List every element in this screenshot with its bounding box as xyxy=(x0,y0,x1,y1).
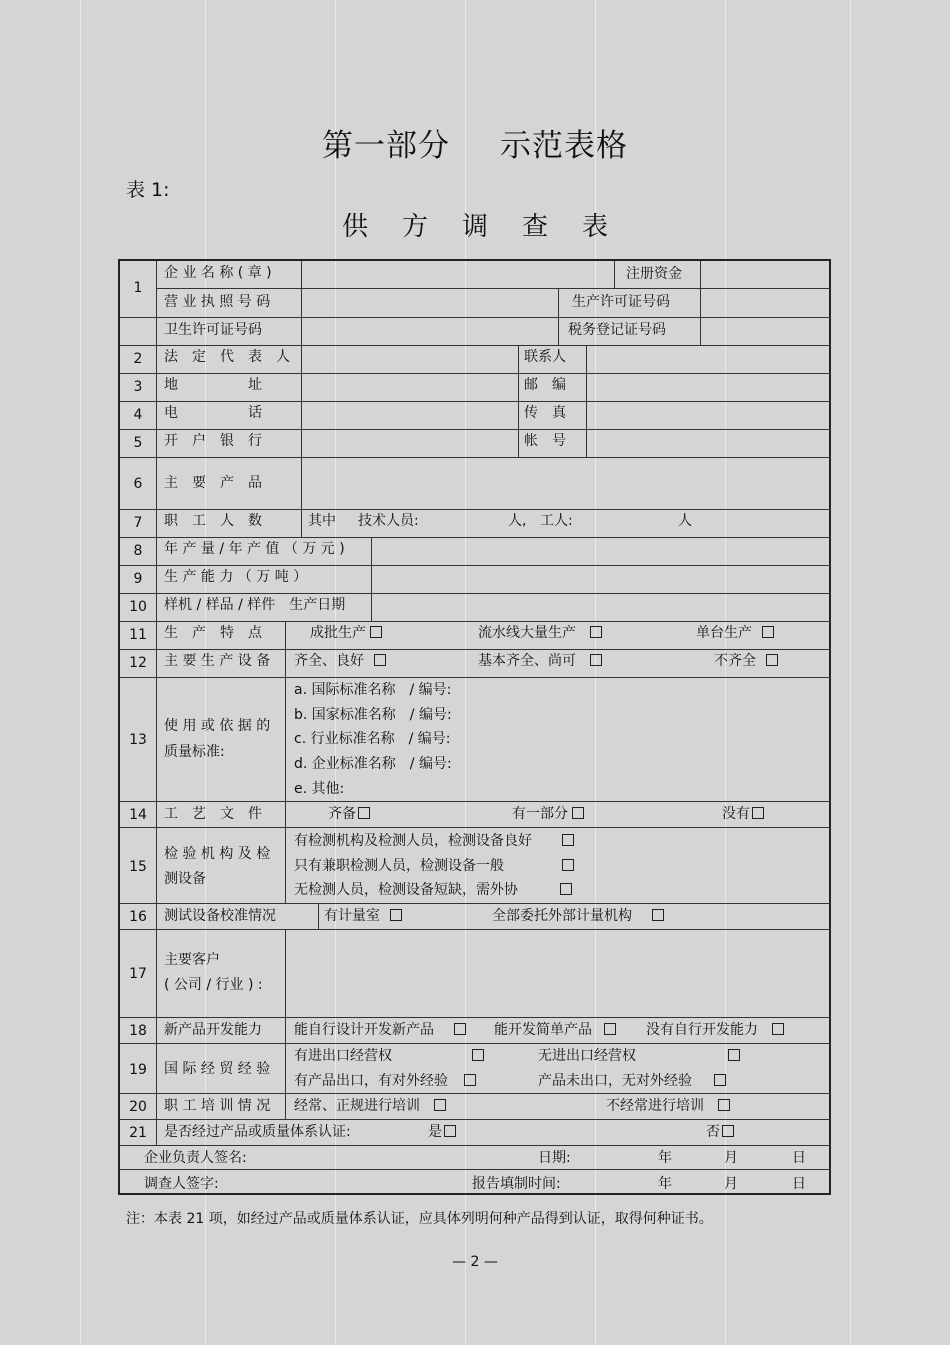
staff-count-label: 职 工 人 数 xyxy=(164,513,262,529)
checkbox[interactable] xyxy=(718,1099,730,1111)
checkbox[interactable] xyxy=(390,909,402,921)
row-number: 2 xyxy=(133,351,143,367)
table-label: 表 1: xyxy=(126,179,170,201)
date-label: 日期: xyxy=(538,1150,571,1166)
option-label: 齐备 xyxy=(328,806,356,822)
option-label: 没有 xyxy=(722,806,750,822)
registered-capital-label: 注册资金 xyxy=(626,266,682,282)
row-number: 16 xyxy=(129,909,147,925)
inspection-option-1[interactable] xyxy=(294,834,574,848)
row-number: 12 xyxy=(129,655,147,671)
capacity-label: 生 产 能 力 （ 万 吨 ） xyxy=(164,569,308,585)
checkbox[interactable] xyxy=(358,807,370,819)
row-number: 20 xyxy=(129,1099,147,1115)
option-label: 有一部分 xyxy=(512,806,568,822)
row-number: 7 xyxy=(133,515,143,531)
option-incomplete[interactable] xyxy=(714,654,778,668)
option-no-export[interactable] xyxy=(538,1074,726,1088)
option-label: 成批生产 xyxy=(310,625,366,641)
option-label: 产品未出口，无对外经验 xyxy=(538,1073,692,1089)
option-regular-training[interactable] xyxy=(294,1099,446,1113)
among-label: 其中 xyxy=(308,513,336,529)
row-number: 3 xyxy=(133,379,143,395)
option-label: 不经常进行培训 xyxy=(606,1098,704,1114)
row-number: 11 xyxy=(129,627,147,643)
row-number: 8 xyxy=(133,543,143,559)
option-label: 无进出口经营权 xyxy=(538,1048,636,1064)
option-basic[interactable] xyxy=(478,654,602,668)
checkbox[interactable] xyxy=(772,1023,784,1035)
row-number: 6 xyxy=(133,476,143,492)
option-label: 基本齐全、尚可 xyxy=(478,653,576,669)
company-name-label: 企 业 名 称 ( 章 ) xyxy=(164,265,272,281)
option-label: 没有自行开发能力 xyxy=(646,1022,758,1038)
option-label: 经常、正规进行培训 xyxy=(294,1098,420,1114)
row-number: 18 xyxy=(129,1023,147,1039)
inspection-label: 检 验 机 构 及 检 xyxy=(164,846,271,862)
footnote: 注：本表 21 项，如经过产品或质量体系认证，应具体列明何种产品得到认证，取得何种证书。 xyxy=(126,1211,713,1227)
option-label: 有产品出口，有对外经验 xyxy=(294,1073,448,1089)
bank-label: 开 户 银 行 xyxy=(164,433,262,449)
option-simple[interactable] xyxy=(494,1023,616,1037)
option-self-design[interactable] xyxy=(294,1023,466,1037)
option-has-export-right[interactable] xyxy=(294,1049,484,1063)
form-title: 供方调查表 xyxy=(341,212,642,242)
checkbox[interactable] xyxy=(766,654,778,666)
option-label: 有检测机构及检测人员，检测设备良好 xyxy=(294,833,532,849)
checkbox[interactable] xyxy=(652,909,664,921)
standard-enterprise: d. 企业标准名称 / 编号: xyxy=(294,756,452,772)
main-customers-label: 主要客户 xyxy=(164,952,220,968)
legal-rep-label: 法 定 代 表 人 xyxy=(164,349,290,365)
option-label: 不齐全 xyxy=(714,653,756,669)
year-label: 年 xyxy=(658,1150,672,1166)
checkbox[interactable] xyxy=(728,1049,740,1061)
sample-date-label: 样机 / 样品 / 样件 生产日期 xyxy=(164,597,346,613)
option-label: 有计量室 xyxy=(324,908,380,924)
option-label: 能自行设计开发新产品 xyxy=(294,1022,434,1038)
option-label: 流水线大量生产 xyxy=(478,625,576,641)
row-number: 17 xyxy=(129,966,147,982)
row-number: 15 xyxy=(129,859,147,875)
people-unit: 人 xyxy=(678,513,692,529)
page-number: — 2 — xyxy=(452,1254,498,1270)
workers-label: 工人: xyxy=(540,513,573,529)
checkbox[interactable] xyxy=(752,807,764,819)
option-label: 能开发简单产品 xyxy=(494,1022,592,1038)
fax-label: 传 真 xyxy=(524,405,566,421)
postcode-label: 邮 编 xyxy=(524,377,566,393)
equipment-label: 主 要 生 产 设 备 xyxy=(164,653,271,669)
option-batch[interactable] xyxy=(310,626,382,640)
checkbox[interactable] xyxy=(590,654,602,666)
people-unit: 人, xyxy=(508,513,527,529)
option-metrology-room[interactable] xyxy=(324,909,402,923)
main-products-label: 主 要 产 品 xyxy=(164,475,262,491)
option-irregular-training[interactable] xyxy=(606,1099,730,1113)
option-label: 无检测人员，检测设备短缺，需外协 xyxy=(294,882,518,898)
row-number: 21 xyxy=(129,1125,147,1141)
option-complete[interactable] xyxy=(294,654,386,668)
checkbox[interactable] xyxy=(604,1023,616,1035)
year-label: 年 xyxy=(658,1176,672,1192)
row-number: 19 xyxy=(129,1062,147,1078)
day-label: 日 xyxy=(792,1176,806,1192)
checkbox[interactable] xyxy=(560,883,572,895)
option-label: 否 xyxy=(706,1124,720,1140)
row-number: 4 xyxy=(133,407,143,423)
main-customers-label-2: ( 公司 / 行业 ) : xyxy=(164,977,263,993)
option-label: 只有兼职检测人员，检测设备一般 xyxy=(294,858,504,874)
quality-standard-label-2: 质量标准: xyxy=(164,744,225,760)
health-license-label: 卫生许可证号码 xyxy=(164,322,262,338)
option-label: 有进出口经营权 xyxy=(294,1048,392,1064)
standard-industry: c. 行业标准名称 / 编号: xyxy=(294,731,451,747)
standard-intl: a. 国际标准名称 / 编号: xyxy=(294,682,452,698)
company-head-signature-label: 企业负责人签名: xyxy=(144,1150,247,1166)
investigator-signature-label: 调查人签字: xyxy=(144,1176,219,1192)
production-feature-label: 生 产 特 点 xyxy=(164,625,262,641)
option-label: 是 xyxy=(428,1124,442,1140)
checkbox[interactable] xyxy=(472,1049,484,1061)
checkbox[interactable] xyxy=(590,626,602,638)
checkbox[interactable] xyxy=(374,654,386,666)
certification-label: 是否经过产品或质量体系认证: xyxy=(164,1124,351,1140)
page-title xyxy=(0,120,950,165)
training-label: 职 工 培 训 情 况 xyxy=(164,1098,271,1114)
contact-label: 联系人 xyxy=(524,349,566,365)
title-sub: 示范表格 xyxy=(500,128,628,164)
production-license-label: 生产许可证号码 xyxy=(572,294,670,310)
tax-registration-label: 税务登记证号码 xyxy=(568,322,666,338)
option-partial[interactable] xyxy=(512,807,584,821)
option-has-export[interactable] xyxy=(294,1074,476,1088)
standard-national: b. 国家标准名称 / 编号: xyxy=(294,707,452,723)
checkbox[interactable] xyxy=(454,1023,466,1035)
standard-other: e. 其他: xyxy=(294,781,345,797)
title-part: 第一部分 xyxy=(322,128,450,164)
checkbox[interactable] xyxy=(572,807,584,819)
quality-standard-label: 使 用 或 依 据 的 xyxy=(164,718,271,734)
checkbox[interactable] xyxy=(562,834,574,846)
month-label: 月 xyxy=(724,1176,738,1192)
inspection-option-3[interactable] xyxy=(294,883,572,897)
trade-exp-label: 国 际 经 贸 经 验 xyxy=(164,1061,271,1077)
option-none[interactable] xyxy=(722,807,764,821)
row-number: 1 xyxy=(133,280,143,296)
checkbox[interactable] xyxy=(562,859,574,871)
day-label: 日 xyxy=(792,1150,806,1166)
address-label: 地 址 xyxy=(164,377,262,393)
option-outsourced[interactable] xyxy=(492,909,664,923)
row-number: 5 xyxy=(133,435,143,451)
account-label: 帐 号 xyxy=(524,433,566,449)
option-no[interactable] xyxy=(706,1125,734,1139)
option-label: 全部委托外部计量机构 xyxy=(492,908,632,924)
checkbox[interactable] xyxy=(464,1074,476,1086)
row-number: 10 xyxy=(129,599,147,615)
checkbox[interactable] xyxy=(762,626,774,638)
report-date-label: 报告填制时间: xyxy=(472,1176,561,1192)
row-number: 14 xyxy=(129,807,147,823)
inspection-label-2: 测设备 xyxy=(164,871,206,887)
row-number: 13 xyxy=(129,732,147,748)
checkbox[interactable] xyxy=(714,1074,726,1086)
bg-stripe xyxy=(850,0,851,1345)
bg-stripe xyxy=(80,0,81,1345)
supplier-survey-form xyxy=(118,259,831,1195)
option-yes[interactable] xyxy=(428,1125,456,1139)
business-license-label: 营 业 执 照 号 码 xyxy=(164,294,271,310)
annual-output-label: 年 产 量 / 年 产 值 （ 万 元 ) xyxy=(164,541,345,557)
phone-label: 电 话 xyxy=(164,405,262,421)
inspection-option-2[interactable] xyxy=(294,859,574,873)
process-docs-label: 工 艺 文 件 xyxy=(164,806,262,822)
option-single[interactable] xyxy=(696,626,774,640)
row-number: 9 xyxy=(133,571,143,587)
checkbox[interactable] xyxy=(434,1099,446,1111)
option-full[interactable] xyxy=(328,807,370,821)
option-no-dev[interactable] xyxy=(646,1023,784,1037)
checkbox[interactable] xyxy=(722,1125,734,1137)
checkbox[interactable] xyxy=(370,626,382,638)
checkbox[interactable] xyxy=(444,1125,456,1137)
option-assembly-line[interactable] xyxy=(478,626,602,640)
option-label: 单台生产 xyxy=(696,625,752,641)
calibration-label: 测试设备校准情况 xyxy=(164,908,276,924)
new-product-label: 新产品开发能力 xyxy=(164,1022,262,1038)
option-label: 齐全、良好 xyxy=(294,653,364,669)
month-label: 月 xyxy=(724,1150,738,1166)
tech-staff-label: 技术人员: xyxy=(358,513,419,529)
option-no-export-right[interactable] xyxy=(538,1049,740,1063)
